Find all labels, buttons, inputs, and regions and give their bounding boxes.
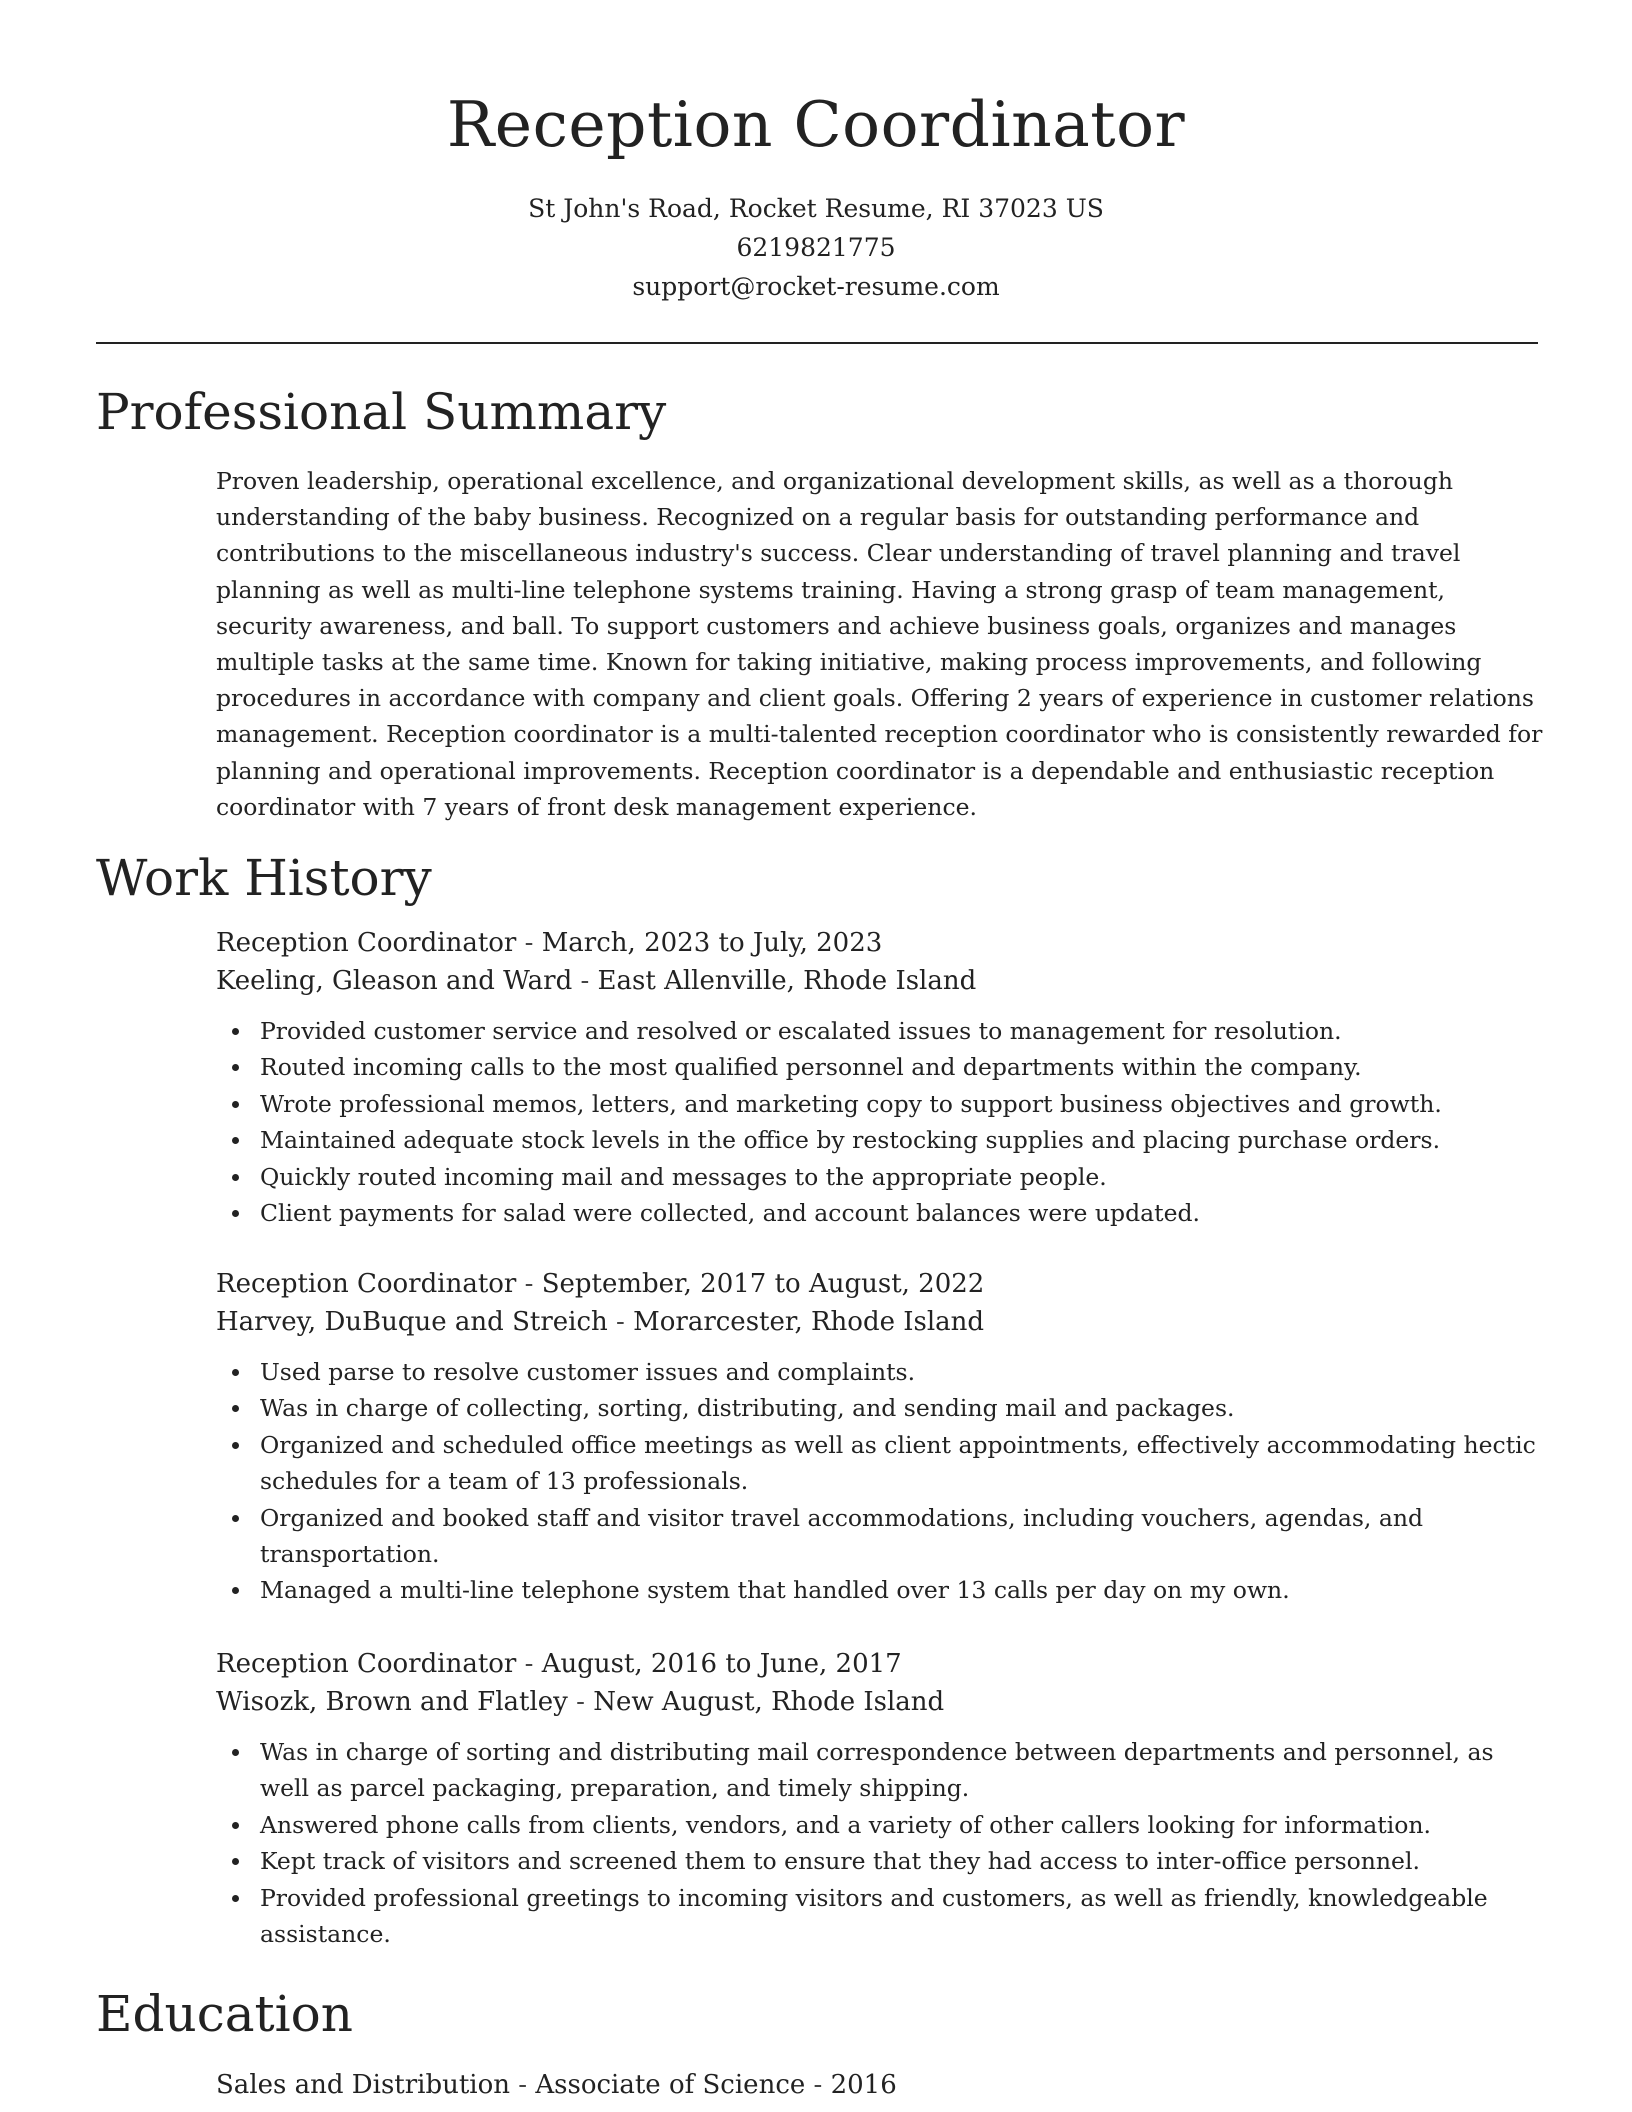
bullet-text: Provided customer service and resolved or escalated issues to management for resolution.: [260, 1017, 1342, 1045]
contact-phone: 6219821775: [736, 233, 896, 262]
bullet-icon: [232, 1442, 239, 1449]
bullet-icon: [232, 1369, 239, 1376]
job-bullet-list: [216, 1734, 1546, 1952]
list-item: [216, 1500, 1546, 1573]
list-item: [216, 1734, 1546, 1807]
list-item: [216, 1843, 1546, 1879]
bullet-icon: [232, 1749, 239, 1756]
bullet-text: Maintained adequate stock levels in the office by restocking supplies and placing purchase orders.: [260, 1126, 1441, 1155]
list-item: [216, 1049, 1546, 1085]
bullet-text: Organized and scheduled office meetings as well as client appointments, effectively accommodating hectic schedules for a team of 13 professionals.: [260, 1430, 1536, 1496]
job-dates: September, 2017 to August, 2022: [541, 1269, 985, 1299]
summary-text: Proven leadership, operational excellence, and organizational development skills, as well as a thorough understanding of the baby business. Recognized on a regular basis for outstanding performance and contributions to the miscellaneous industry's success. Clear understanding of travel planning and travel planning as well as multi-line telephone systems training. Having a strong grasp of team management, security awareness, and ball. To support customers and achieve business goals, organizes and manages multiple tasks at the same time. Known for taking initiative, making process improvements, and following procedures in accordance with company and client goals. Offering 2 years of experience in customer relations management. Reception coordinator is a multi-talented reception coordinator who is consistently rewarded for planning and operational improvements. Reception coordinator is a dependable and enthusiastic reception coordinator with 7 years of front desk management experience.: [216, 467, 1543, 821]
list-item: [216, 1122, 1546, 1158]
separator: -: [567, 1687, 594, 1717]
job-company-line: [216, 1683, 1546, 1721]
list-item: [216, 1427, 1546, 1500]
job-dates: August, 2016 to June, 2017: [541, 1649, 902, 1679]
separator: -: [805, 2070, 831, 2100]
job-company: Harvey, DuBuque and Streich: [216, 1307, 608, 1337]
job-entry: [216, 924, 1546, 1231]
separator: -: [516, 1269, 542, 1299]
job-dates: March, 2023 to July, 2023: [541, 928, 883, 958]
job-company: Keeling, Gleason and Ward: [216, 966, 573, 996]
bullet-text: Organized and booked staff and visitor travel accommodations, including vouchers, agendas, and transportation.: [260, 1503, 1424, 1569]
header-divider: [96, 342, 1538, 344]
bullet-icon: [232, 1064, 239, 1071]
bullet-text: Quickly routed incoming mail and messages to the appropriate people.: [260, 1162, 1107, 1191]
contact-address: St John's Road, Rocket Resume, RI 37023 US: [528, 194, 1104, 223]
bullet-text: Client payments for salad were collected, and account balances were updated.: [260, 1199, 1200, 1228]
list-item: [216, 1013, 1546, 1049]
job-company-line: [216, 1303, 1546, 1341]
list-item: [216, 1807, 1546, 1843]
bullet-text: Kept track of visitors and screened them to ensure that they had access to inter-office personnel.: [260, 1847, 1420, 1876]
list-item: [216, 1572, 1546, 1608]
job-title: Reception Coordinator: [216, 1649, 517, 1679]
bullet-icon: [232, 1587, 239, 1594]
job-title-line: [216, 1265, 1546, 1303]
resume-name: Reception Coordinator: [446, 88, 1186, 161]
education-degree: Associate of Science: [535, 2070, 806, 2100]
bullet-text: Wrote professional memos, letters, and marketing copy to support business objectives and growth.: [260, 1089, 1442, 1118]
separator: -: [607, 1307, 634, 1337]
separator: -: [572, 966, 598, 996]
job-title-line: [216, 924, 1546, 962]
bullet-icon: [232, 1210, 239, 1217]
education-year: 2016: [830, 2070, 897, 2100]
bullet-icon: [232, 1895, 239, 1902]
job-title: Reception Coordinator: [216, 1269, 517, 1299]
bullet-icon: [232, 1174, 239, 1181]
education-heading: Education: [96, 1985, 353, 2043]
job-company: Wisozk, Brown and Flatley: [216, 1687, 568, 1717]
job-location: East Allenville, Rhode Island: [597, 966, 977, 996]
job-location: Morarcester, Rhode Island: [633, 1307, 985, 1337]
contact-email: support@rocket-resume.com: [632, 272, 1000, 301]
job-entry: [216, 1265, 1546, 1609]
bullet-icon: [232, 1515, 239, 1522]
bullet-icon: [232, 1822, 239, 1829]
bullet-text: Answered phone calls from clients, vendors, and a variety of other callers looking for information.: [260, 1810, 1431, 1839]
bullet-text: Used parse to resolve customer issues and complaints.: [260, 1358, 916, 1386]
contact-block: [0, 189, 1632, 306]
list-item: [216, 1086, 1546, 1122]
education-field: Sales and Distribution: [216, 2070, 511, 2100]
job-location: New August, Rhode Island: [593, 1687, 945, 1717]
job-entry: [216, 1645, 1546, 1952]
job-title-line: [216, 1645, 1546, 1683]
job-title: Reception Coordinator: [216, 928, 517, 958]
list-item: [216, 1195, 1546, 1231]
work-history-heading: Work History: [96, 849, 432, 907]
bullet-icon: [232, 1101, 239, 1108]
bullet-icon: [232, 1028, 239, 1035]
job-company-line: [216, 962, 1546, 1000]
list-item: [216, 1159, 1546, 1195]
job-bullet-list: [216, 1013, 1546, 1231]
bullet-icon: [232, 1405, 239, 1412]
separator: -: [516, 928, 542, 958]
list-item: [216, 1390, 1546, 1426]
list-item: [216, 1880, 1546, 1953]
education-entry: [216, 2066, 897, 2104]
bullet-icon: [232, 1137, 239, 1144]
bullet-text: Was in charge of sorting and distributing mail correspondence between departments and personnel, as well as parcel packaging, preparation, and timely shipping.: [260, 1738, 1494, 1803]
bullet-icon: [232, 1858, 239, 1865]
job-bullet-list: [216, 1354, 1546, 1609]
bullet-text: Was in charge of collecting, sorting, distributing, and sending mail and packages.: [260, 1394, 1235, 1423]
list-item: [216, 1354, 1546, 1390]
bullet-text: Provided professional greetings to incoming visitors and customers, as well as friendly, knowledgeable assistance.: [260, 1883, 1488, 1949]
separator: -: [516, 1649, 542, 1679]
separator: -: [510, 2070, 536, 2100]
summary-heading: Professional Summary: [96, 383, 667, 441]
bullet-text: Managed a multi-line telephone system that handled over 13 calls per day on my own.: [260, 1576, 1290, 1605]
bullet-text: Routed incoming calls to the most qualified personnel and departments within the company.: [260, 1053, 1362, 1082]
